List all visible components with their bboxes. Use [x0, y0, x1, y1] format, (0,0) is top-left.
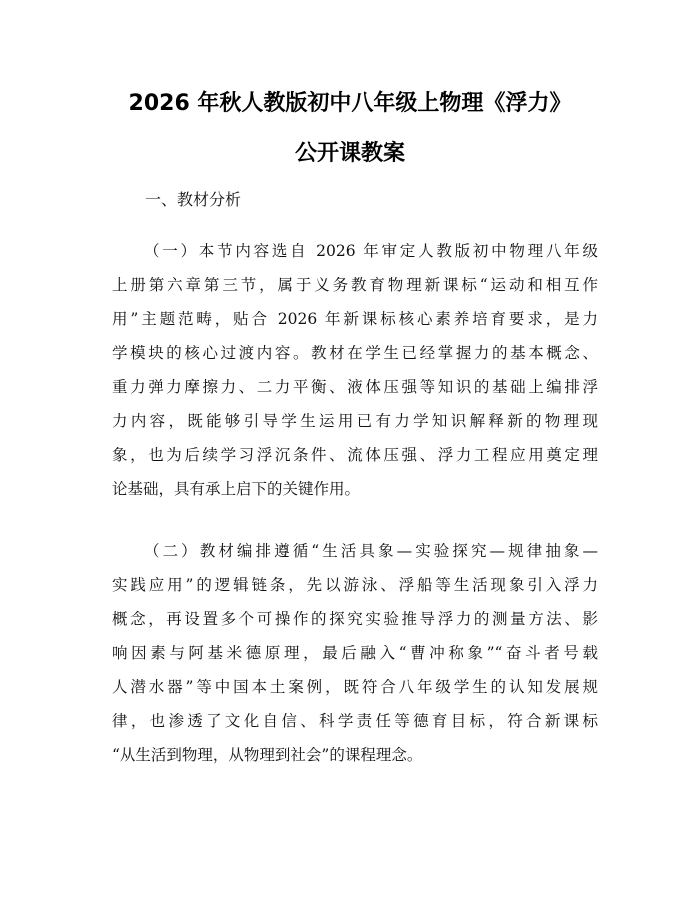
document-title-line-1: 2026 年秋人教版初中八年级上物理《浮力》	[128, 91, 572, 116]
paragraph-line: 实践应用”的逻辑链条，先以游泳、浮船等生活现象引入浮力	[112, 576, 598, 594]
section-heading: 一、教材分析	[145, 190, 242, 209]
paragraph-line: 力内容，既能够引导学生运用已有力学知识解释新的物理现	[112, 412, 598, 430]
paragraph-line: （一）本节内容选自 2026 年审定人教版初中物理八年级	[144, 242, 598, 260]
paragraph-line: 用”主题范畴，贴合 2026 年新课标核心素养培育要求，是力	[112, 310, 598, 328]
paragraph-line: 象，也为后续学习浮沉条件、流体压强、浮力工程应用奠定理	[112, 446, 598, 464]
paragraph-line: 响因素与阿基米德原理，最后融入“曹冲称象”“奋斗者号载	[112, 644, 598, 662]
paragraph-line: 重力弹力摩擦力、二力平衡、液体压强等知识的基础上编排浮	[112, 378, 598, 396]
paragraph-line: 律，也渗透了文化自信、科学责任等德育目标，符合新课标	[112, 712, 598, 730]
paragraph-2	[112, 534, 598, 772]
paragraph-line: “从生活到物理，从物理到社会”的课程理念。	[112, 746, 423, 764]
paragraph-line: 学模块的核心过渡内容。教材在学生已经掌握力的基本概念、	[112, 344, 598, 362]
document-title-line-2: 公开课教案	[294, 141, 405, 166]
paragraph-1	[112, 234, 598, 506]
paragraph-line: 上册第六章第三节，属于义务教育物理新课标“运动和相互作	[112, 276, 598, 294]
paragraph-line: 人潜水器”等中国本土案例，既符合八年级学生的认知发展规	[112, 678, 598, 696]
paragraph-line: 论基础，具有承上启下的关键作用。	[112, 480, 361, 498]
paragraph-line: （二）教材编排遵循“生活具象—实验探究—规律抽象—	[144, 542, 598, 560]
paragraph-line: 概念，再设置多个可操作的探究实验推导浮力的测量方法、影	[112, 610, 598, 628]
